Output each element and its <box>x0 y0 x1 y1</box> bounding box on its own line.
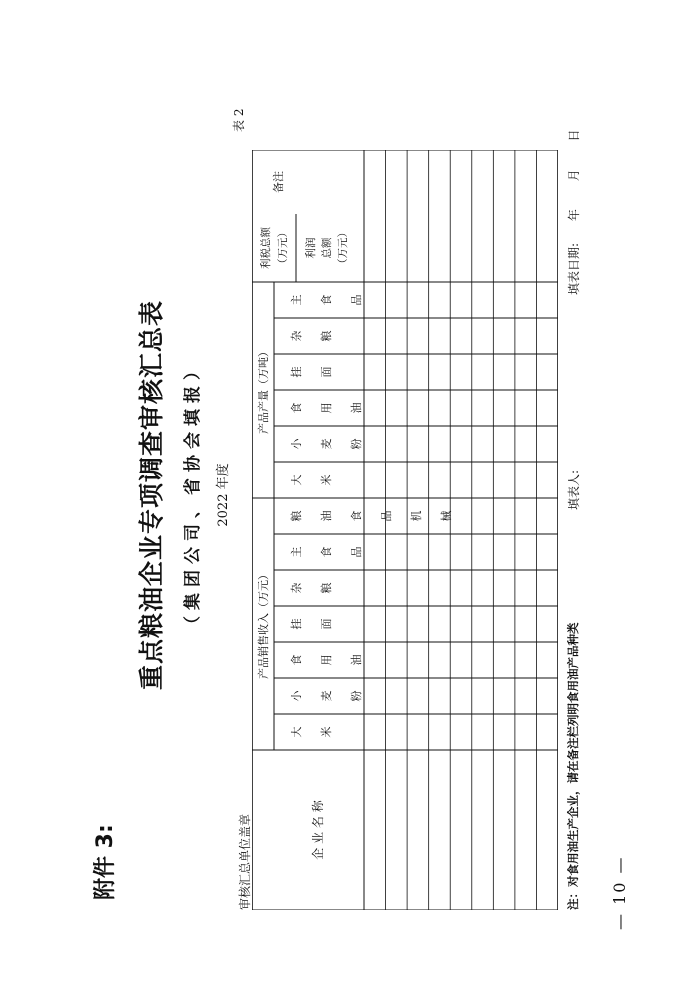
output-column-header-0-glyph: 大 <box>290 474 303 486</box>
output-column-header-1 <box>289 438 363 450</box>
sales-column-header-5-glyph: 品 <box>350 546 363 558</box>
document-title: 重点粮油企业专项调查审核汇总表 <box>137 300 166 691</box>
sales-column-header-0-glyph: 大 <box>290 726 303 738</box>
output-column-header-2 <box>290 403 363 414</box>
sales-column-header-2-glyph: 食 <box>290 654 303 666</box>
company-name-header: 企 业 名 称 <box>311 800 325 860</box>
sales-column-header-6-glyph: 品 <box>380 510 393 522</box>
summary-table <box>252 150 558 910</box>
output-column-header-2-glyph: 油 <box>350 402 363 414</box>
sales-column-header-2 <box>290 655 363 666</box>
sales-column-header-5-glyph: 主 <box>290 546 303 558</box>
output-column-header-1-glyph: 粉 <box>350 438 363 450</box>
attachment-label: 附件 3: <box>93 824 118 900</box>
output-group-header: 产品产量（万吨） <box>257 346 270 434</box>
fill-date-label: 填表日期: <box>567 242 581 295</box>
sales-column-header-5-glyph: 食 <box>320 546 333 558</box>
fill-date-month-unit: 月 <box>567 169 581 182</box>
sales-column-header-4-glyph: 粮 <box>320 582 333 594</box>
sales-group-header: 产品销售收入（万元） <box>257 569 270 679</box>
sales-column-header-6-glyph: 机 <box>410 510 423 522</box>
remark-header: 备注 <box>272 171 285 193</box>
reviewer-seal-label: 审核汇总单位盖章 <box>238 813 252 910</box>
output-column-header-0 <box>289 475 333 486</box>
profit-column-header-line3: （万元） <box>337 227 349 269</box>
sales-column-header-4-glyph: 杂 <box>290 582 303 594</box>
sales-column-header-6-glyph: 油 <box>320 510 333 522</box>
sales-column-header-0-glyph: 米 <box>320 726 333 738</box>
filler-label: 填表人: <box>567 469 581 510</box>
output-column-header-5-glyph: 主 <box>290 294 303 306</box>
sales-column-header-1-glyph: 麦 <box>320 690 333 702</box>
sales-column-header-1-glyph: 粉 <box>350 690 363 702</box>
output-column-header-5-glyph: 品 <box>350 294 363 306</box>
sales-column-header-3-glyph: 挂 <box>290 618 303 630</box>
output-column-header-3-glyph: 面 <box>320 366 333 378</box>
page-number: — 10 — <box>610 855 629 930</box>
output-column-header-1-glyph: 麦 <box>320 438 333 450</box>
sales-column-header-3 <box>289 619 333 630</box>
profit-group-header-line2: （万元） <box>277 227 289 269</box>
output-column-header-0-glyph: 米 <box>320 474 333 486</box>
profit-column-header-line2: 总额 <box>321 237 333 259</box>
profit-column-header-line1: 利润 <box>305 237 317 259</box>
output-column-header-1-glyph: 小 <box>290 438 303 450</box>
sales-column-header-6-glyph: 食 <box>350 510 363 522</box>
table-number: 表 2 <box>232 108 246 132</box>
sales-column-header-1 <box>289 690 363 702</box>
sales-column-header-3-glyph: 面 <box>320 618 333 630</box>
sales-column-header-1-glyph: 小 <box>290 690 303 702</box>
output-column-header-3-glyph: 挂 <box>290 366 303 378</box>
output-column-header-4-glyph: 粮 <box>320 330 333 342</box>
document-subtitle: （集团公司、省协会填报） <box>183 357 203 633</box>
fill-date-day-unit: 日 <box>567 129 581 142</box>
sales-column-header-6-glyph: 粮 <box>290 510 303 522</box>
output-column-header-2-glyph: 食 <box>290 402 303 414</box>
sales-column-header-5 <box>290 547 363 558</box>
sales-column-header-6-glyph: 械 <box>440 510 453 522</box>
fill-date <box>565 129 582 295</box>
sales-column-header-2-glyph: 油 <box>350 654 363 666</box>
report-year: 2022 年度 <box>216 463 231 527</box>
fill-date-year-unit: 年 <box>567 209 581 222</box>
output-column-header-3 <box>289 367 333 378</box>
sales-column-header-4 <box>289 583 333 594</box>
output-column-header-5-glyph: 食 <box>320 294 333 306</box>
output-column-header-5 <box>290 295 363 306</box>
output-column-header-4-glyph: 杂 <box>290 330 303 342</box>
output-column-header-4 <box>289 331 333 342</box>
footnote: 注：对食用油生产企业，请在备注栏列明食用油产品种类 <box>566 622 580 910</box>
profit-group-header-line1: 利税总额 <box>260 227 272 269</box>
sales-column-header-0 <box>289 727 333 738</box>
output-column-header-2-glyph: 用 <box>320 402 333 414</box>
sales-column-header-2-glyph: 用 <box>320 654 333 666</box>
